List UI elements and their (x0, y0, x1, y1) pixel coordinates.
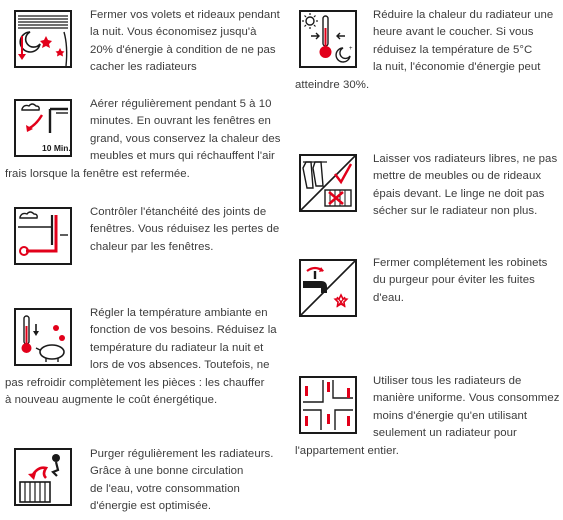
svg-text:+: + (349, 46, 353, 52)
tip-coucher-text-wrap: atteindre 30%. (295, 79, 370, 91)
tip-temperature-text: Régler la température ambiante en fonction de vos besoins. Réduisez la température du radiateur la nuit et lors de vos absences. Toutefois, ne (90, 307, 277, 372)
tip-radiateurs-libres-text: Laisser vos radiateurs libres, ne pas mettre de meubles ou de rideaux épais devant. Le linge ne doit pas sécher sur le radiateur non plus. (373, 153, 558, 218)
plan-radiateurs-icon (297, 374, 359, 436)
tip-uniforme-text: Utiliser tous les radiateurs de manière uniforme. Vous consommez moins d'énergie qu'en utilisant seulement un radiateur pour (373, 375, 560, 440)
tip-aerer-text: Aérer régulièrement pendant 5 à 10 minutes. En ouvrant les fenêtres en grand, vous conservez la chaleur des meubles et murs qui réchauffent l'air (90, 98, 281, 163)
purger-radiateur-icon (12, 446, 74, 508)
aerer-fenetre-icon (12, 97, 74, 159)
aerer-10-min-label: 10 Min. (42, 143, 71, 153)
tip-joints-text: Contrôler l'étanchéité des joints de fenêtres. Vous réduisez les pertes de chaleur par les fenêtres. (90, 206, 280, 253)
thermometre-cochon-icon (12, 306, 74, 368)
tip-aerer-text-wrap: frais lorsque la fenêtre est refermée. (5, 168, 190, 180)
tip-coucher-text: Réduire la chaleur du radiateur une heure avant le coucher. Si vous réduisez la température de 5°C la nuit, l'économie d'énergie peut (373, 9, 554, 74)
radiateur-libre-icon (297, 152, 359, 214)
tip-temperature-text-wrap: pas refroidir complètement les pièces : les chauffer à nouveau augmente le coût énergétique. (5, 377, 265, 407)
volets-nuit-icon (12, 8, 74, 70)
robinet-purgeur-icon (297, 257, 359, 319)
tip-purger-text: Purger régulièrement les radiateurs. Grâce à une bonne circulation de l'eau, votre consommation d'énergie est optimisée. (90, 448, 274, 513)
tip-uniforme-text-wrap: l'appartement entier. (295, 445, 399, 457)
joints-fenetre-icon (12, 205, 74, 267)
thermometre-soleil-lune-icon (297, 8, 359, 70)
tip-robinets-text: Fermer complétement les robinets du purgeur pour éviter les fuites d'eau. (373, 257, 548, 304)
tip-volets-text: Fermer vos volets et rideaux pendant la nuit. Vous économisez jusqu'à 20% d'énergie à condition de ne pas cacher les radiateurs (90, 9, 280, 74)
